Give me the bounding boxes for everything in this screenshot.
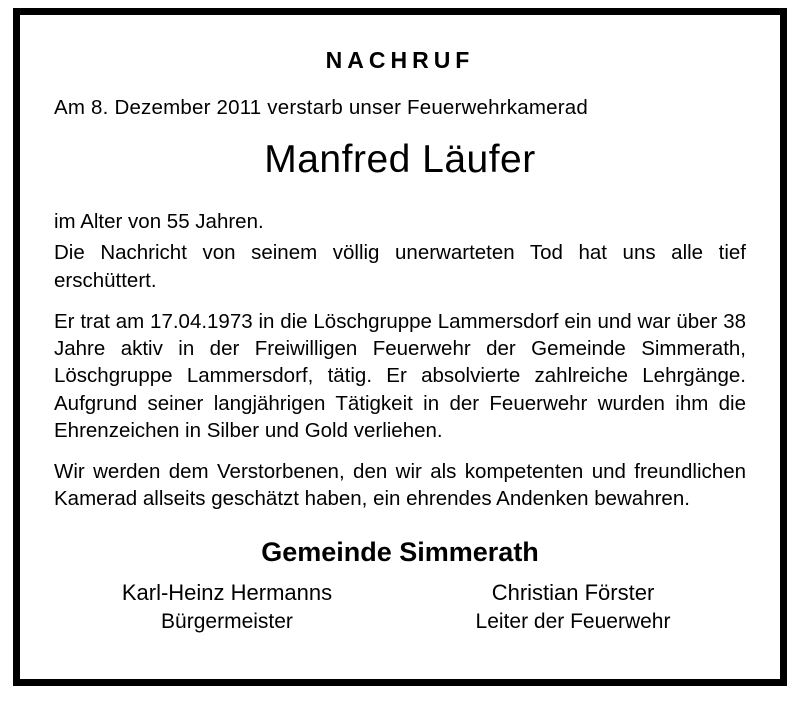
page-title: NACHRUF <box>325 47 475 73</box>
paragraph-age: im Alter von 55 Jahren. <box>54 210 264 233</box>
deceased-name: Manfred Läufer <box>264 138 536 181</box>
signatory-role: Leiter der Feuerwehr <box>475 610 671 634</box>
signatory <box>400 578 746 637</box>
signatory-list <box>54 578 746 637</box>
paragraph-shock: Die Nachricht von seinem völlig unerwarteten Tod hat uns alle tief erschüttert. <box>54 241 746 292</box>
signatory-name: Christian Förster <box>491 579 655 605</box>
signatory-role: Bürgermeister <box>161 610 293 634</box>
signatory-name: Karl-Heinz Hermanns <box>121 579 333 605</box>
paragraph-remembrance: Wir werden dem Verstorbenen, den wir als kompetenten und freundlichen Kamerad allseits geschätzt haben, ein ehrendes Andenken bewahren. <box>54 460 746 511</box>
signatory <box>54 578 400 637</box>
organisation-name: Gemeinde Simmerath <box>261 536 539 567</box>
paragraph-service: Er trat am 17.04.1973 in die Löschgruppe Lammersdorf ein und war über 38 Jahre aktiv in der Freiwilligen Feuerwehr der Gemeinde Simmerath, Löschgruppe Lammersdorf, tätig. Er absolvierte zahlreiche Lehrgänge. Aufgrund seiner langjährigen Tätigkeit in der Feuerwehr wurden ihm die Ehrenzeichen in Silber und Gold verliehen. <box>54 309 746 442</box>
obituary-content <box>20 15 780 679</box>
intro-text: Am 8. Dezember 2011 verstarb unser Feuerwehrkamerad <box>54 96 588 119</box>
obituary-frame <box>13 8 787 686</box>
